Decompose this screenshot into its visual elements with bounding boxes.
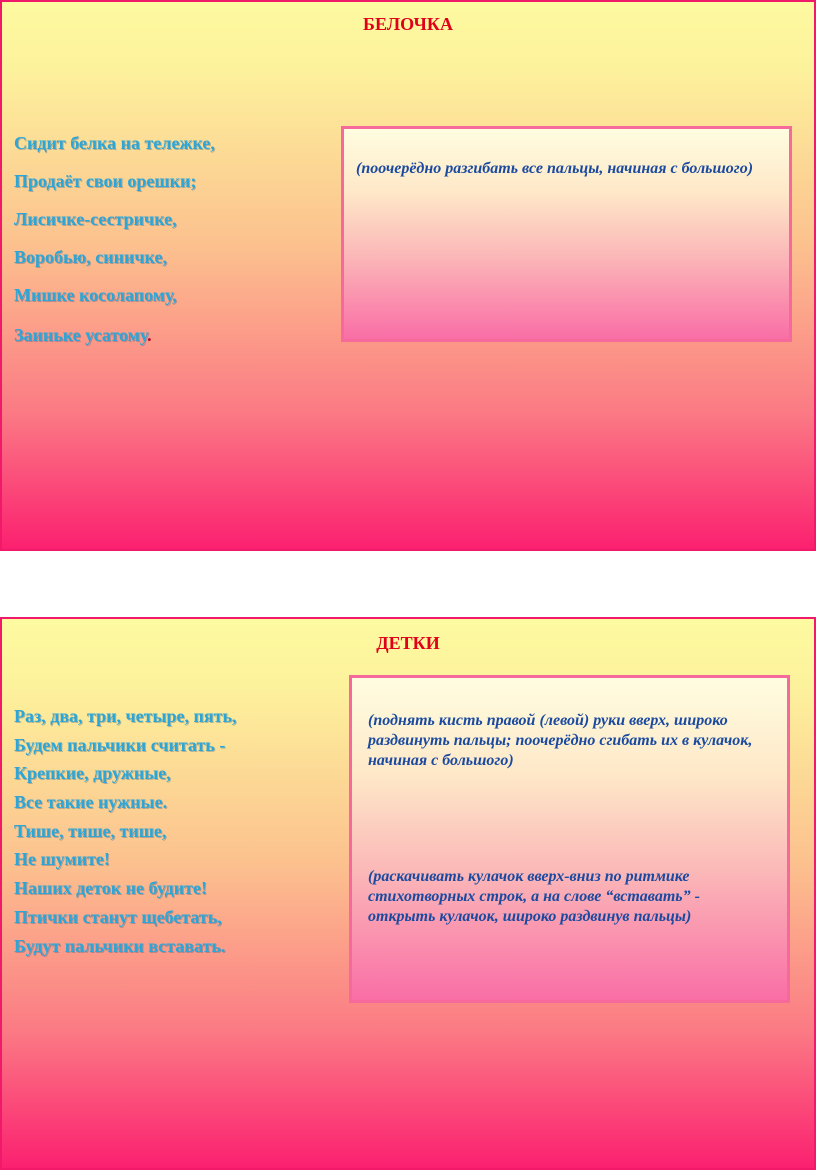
poem-end-mark: .: [147, 325, 152, 345]
poem-line: Тише, тише, тише,: [14, 820, 167, 841]
instruction-text: (раскачивать кулачок вверх-вниз по ритмике стихотворных строк, а на слове “вставать” - открыть кулачок, широко раздвинув пальцы): [368, 868, 700, 925]
poem: [14, 133, 215, 363]
poem-line: Сидит белка на тележке,: [14, 133, 215, 153]
instruction-text: (поочерёдно разгибать все пальцы, начиная с большого): [356, 160, 754, 177]
poem-line: Будут пальчики вставать.: [14, 935, 226, 956]
card-title: ДЕТКИ: [376, 633, 440, 653]
poem-line: Птички станут щебетать,: [14, 906, 222, 927]
instruction-box: [349, 675, 790, 1003]
poem-line: Не шумите!: [14, 849, 110, 870]
poem-line-text: Заиньке усатому: [14, 325, 148, 345]
poem-line: Все такие нужные.: [14, 792, 168, 813]
poem-line: Мишке косолапому,: [14, 285, 177, 305]
poem-line: Воробью, синичке,: [14, 247, 167, 267]
poem-line: Продаёт свои орешки;: [14, 171, 197, 191]
poem-line-last: [14, 325, 215, 363]
poem-line: Лисичке-сестричке,: [14, 209, 177, 229]
instruction-box: [341, 126, 792, 342]
poem: [14, 706, 237, 964]
card-title: БЕЛОЧКА: [363, 14, 453, 34]
card-belochka: [0, 0, 816, 551]
poem-line: Наших деток не будите!: [14, 878, 207, 899]
poem-line: Будем пальчики считать -: [14, 734, 226, 755]
instruction-text: (поднять кисть правой (левой) руки вверх, широко раздвинуть пальцы; поочерёдно сгибать их в кулачок, начиная с большого): [368, 712, 753, 769]
poem-line: Раз, два, три, четыре, пять,: [14, 706, 237, 726]
poem-line: Крепкие, дружные,: [14, 763, 171, 784]
card-detki: [0, 617, 816, 1170]
